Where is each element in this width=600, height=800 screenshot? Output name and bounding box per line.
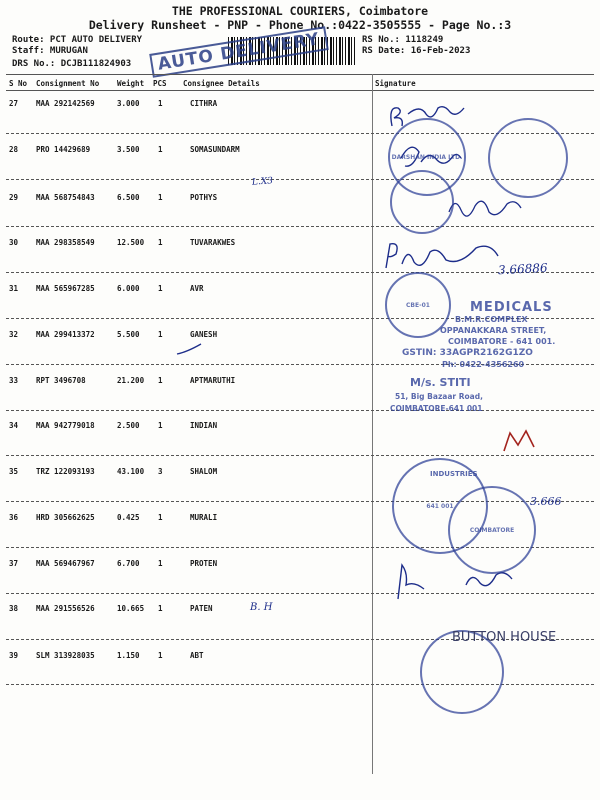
row-pcs: 1 (158, 145, 163, 154)
col-consignee: Consignee Details (183, 79, 260, 88)
industries-stamp-text: INDUSTRIES (430, 470, 478, 478)
handwritten-note: B. H (250, 602, 273, 613)
row-weight: 10.665 (117, 604, 145, 613)
rs-number: RS No.: 1118249 (362, 35, 444, 45)
row-consignee: PROTEN (190, 559, 218, 568)
row-consignment: MAA 565967285 (36, 284, 95, 293)
row-weight: 43.100 (117, 467, 145, 476)
round-seal: COIMBATORE (448, 486, 536, 574)
row-weight: 12.500 (117, 238, 145, 247)
row-consignee: CITHRA (190, 99, 218, 108)
col-pcs: PCS (153, 79, 167, 88)
row-consignee: PATEN (190, 604, 213, 613)
row-pcs: 1 (158, 651, 163, 660)
row-sno: 30 (9, 238, 19, 247)
row-consignee: MURALI (190, 513, 218, 522)
col-sno: S No (9, 79, 28, 88)
row-weight: 6.000 (117, 284, 140, 293)
row-sno: 28 (9, 145, 19, 154)
row-consignee: POTHYS (190, 193, 218, 202)
row-consignment: TRZ 122093193 (36, 467, 95, 476)
row-sno: 35 (9, 467, 19, 476)
row-consignment: HRD 305662625 (36, 513, 95, 522)
row-consignee: SHALOM (190, 467, 218, 476)
row-sno: 29 (9, 193, 19, 202)
staff-label: Staff: MURUGAN (12, 46, 88, 56)
row-weight: 6.500 (117, 193, 140, 202)
shop-stamp-line: COIMBATORE-641 001 (390, 404, 483, 413)
col-consignment: Consignment No (36, 79, 100, 88)
row-consignment: RPT 3496708 (36, 376, 86, 385)
row-sno: 33 (9, 376, 19, 385)
row-weight: 3.000 (117, 99, 140, 108)
company-seal (488, 118, 568, 198)
table-top-rule (6, 74, 594, 75)
company-seal: DARSHAN INDIA LTD. (388, 118, 466, 196)
row-weight: 5.500 (117, 330, 140, 339)
row-sno: 36 (9, 513, 19, 522)
row-pcs: 1 (158, 513, 163, 522)
row-pcs: 1 (158, 99, 163, 108)
row-weight: 21.200 (117, 376, 145, 385)
row-divider (6, 410, 594, 411)
shop-stamp-line: 51, Big Bazaar Road, (395, 392, 483, 401)
medicals-stamp-gstin: GSTIN: 33AGPR2162G1ZO (402, 348, 533, 358)
medicals-stamp-line: COIMBATORE - 641 001. (448, 337, 556, 346)
row-consignee: INDIAN (190, 421, 218, 430)
auto-delivery-stamp: AUTO DELIVERY (149, 26, 328, 77)
row-pcs: 1 (158, 193, 163, 202)
row-pcs: 1 (158, 238, 163, 247)
row-weight: 2.500 (117, 421, 140, 430)
row-pcs: 1 (158, 559, 163, 568)
drs-number: DRS No.: DCJB111824903 (12, 59, 132, 69)
row-consignment: MAA 299413372 (36, 330, 95, 339)
route-label: Route: PCT AUTO DELIVERY (12, 35, 143, 45)
row-sno: 32 (9, 330, 19, 339)
runsheet-subtitle: Delivery Runsheet - PNP - Phone No.:0422-3505555 - Page No.:3 (88, 18, 512, 32)
row-consignee: GANESH (190, 330, 218, 339)
round-seal: CBE-01 (385, 272, 451, 338)
row-weight: 6.700 (117, 559, 140, 568)
row-sno: 34 (9, 421, 19, 430)
row-consignee: TUVARAKWES (190, 238, 236, 247)
signature-scribble (445, 190, 525, 230)
row-sno: 38 (9, 604, 19, 613)
rs-date: RS Date: 16-Feb-2023 (362, 46, 471, 56)
row-consignment: MAA 292142569 (36, 99, 95, 108)
round-seal (390, 170, 454, 234)
medicals-stamp-line: OPPANAKKARA STREET, (440, 326, 547, 335)
row-pcs: 1 (158, 421, 163, 430)
medicals-stamp-title: MEDICALS (470, 300, 553, 315)
row-sno: 37 (9, 559, 19, 568)
row-pcs: 1 (158, 330, 163, 339)
row-sno: 39 (9, 651, 19, 660)
row-consignment: MAA 569467967 (36, 559, 95, 568)
row-consignee: ABT (190, 651, 204, 660)
row-weight: 1.150 (117, 651, 140, 660)
row-pcs: 1 (158, 284, 163, 293)
button-house-stamp: BUTTON HOUSE (452, 630, 557, 645)
row-weight: 3.500 (117, 145, 140, 154)
red-mark (500, 425, 540, 455)
row-pcs: 1 (158, 604, 163, 613)
col-signature: Signature (375, 79, 416, 88)
handwritten-note: L.X3 (251, 176, 274, 188)
row-consignment: MAA 291556526 (36, 604, 95, 613)
handwritten-number: 3.666 (530, 495, 562, 508)
row-weight: 0.425 (117, 513, 140, 522)
col-weight: Weight (117, 79, 145, 88)
row-consignment: SLM 313928035 (36, 651, 95, 660)
row-consignment: PRO 14429689 (36, 145, 91, 154)
round-seal: 641 001 (392, 458, 488, 554)
row-divider (6, 684, 594, 685)
header-bottom-rule (6, 90, 594, 91)
row-divider (6, 455, 594, 456)
company-title: THE PROFESSIONAL COURIERS, Coimbatore (171, 4, 429, 18)
handwritten-mark (175, 340, 205, 360)
handwritten-number: 3.66886 (497, 260, 548, 278)
medicals-stamp-phone: Ph: 0422-4356260 (442, 360, 525, 369)
row-pcs: 3 (158, 467, 163, 476)
row-consignee: AVR (190, 284, 204, 293)
row-consignee: APTMARUTHI (190, 376, 236, 385)
row-pcs: 1 (158, 376, 163, 385)
shop-stamp-title: M/s. STITI (410, 376, 471, 389)
row-consignment: MAA 298358549 (36, 238, 95, 247)
row-consignment: MAA 568754843 (36, 193, 95, 202)
row-consignee: SOMASUNDARM (190, 145, 240, 154)
row-sno: 31 (9, 284, 19, 293)
row-sno: 27 (9, 99, 19, 108)
medicals-stamp-line: B.M.R.COMPLEX (455, 315, 528, 324)
row-consignment: MAA 942779018 (36, 421, 95, 430)
